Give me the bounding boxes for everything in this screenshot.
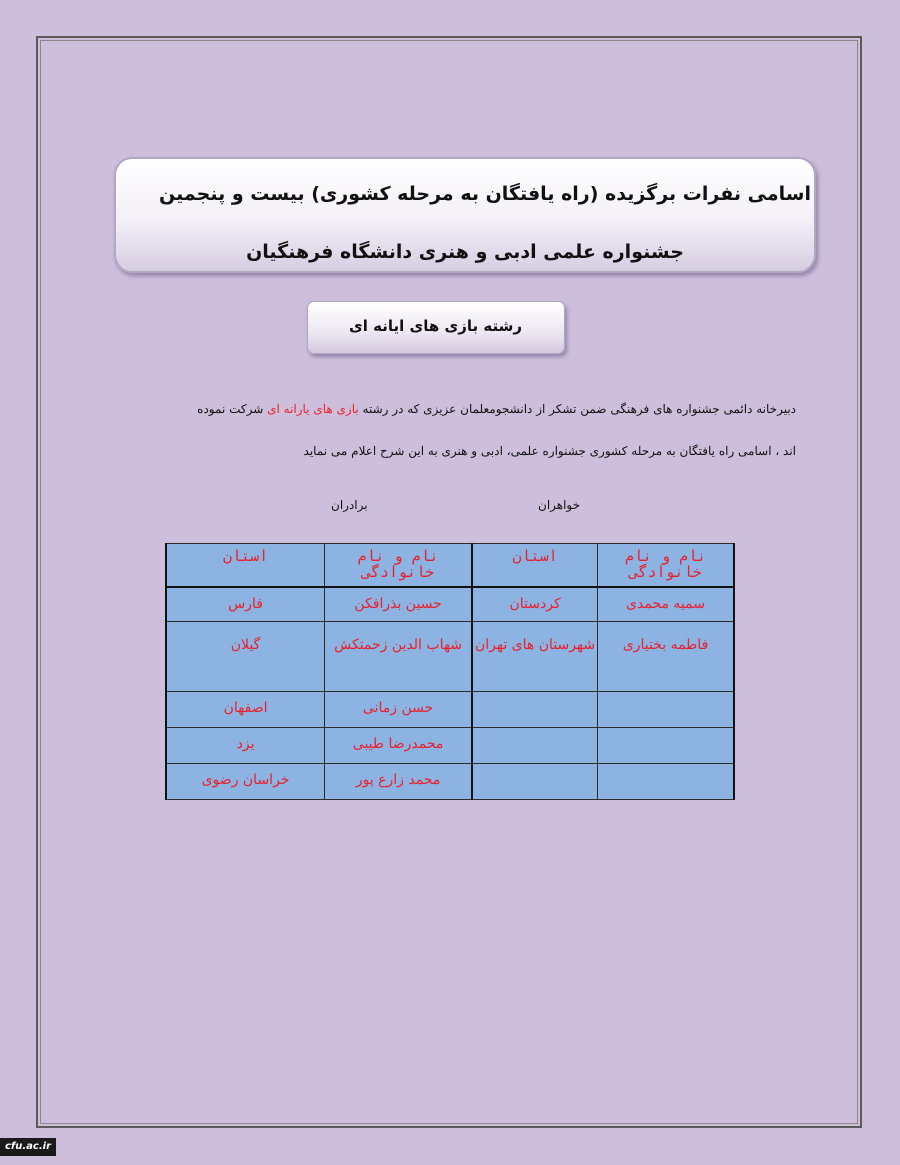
intro-paragraph-line-2: اند ، اسامی راه یافتگان به مرحله کشوری جشنواره علمی، ادبی و هنری به این شرح اعلام می نماید — [303, 444, 796, 458]
brother-name-cell: حسن زمانی — [325, 691, 473, 727]
intro-text-after: شرکت نموده — [197, 402, 268, 416]
header-brother-name: نام و نام خانوادگی — [325, 544, 473, 588]
sister-province-cell: شهرستان های تهران — [472, 621, 597, 691]
table-row — [166, 763, 734, 799]
brother-province-cell: فارس — [166, 587, 325, 621]
brother-province-cell: گیلان — [166, 621, 325, 691]
subtitle-box — [307, 301, 565, 354]
sister-province-cell — [472, 727, 597, 763]
brother-name-cell: شهاب الدین زحمتکش — [325, 621, 473, 691]
sister-name-cell — [598, 727, 734, 763]
sister-name-cell: فاطمه بختیاری — [598, 621, 734, 691]
intro-highlight: بازی های یارانه ای — [267, 402, 359, 416]
brother-province-cell: یزد — [166, 727, 325, 763]
table-header-row — [166, 544, 734, 588]
sisters-label: خواهران — [538, 498, 581, 512]
header-brother-province: استان — [166, 544, 325, 588]
subtitle: رشته بازی های ایانه ای — [349, 317, 522, 335]
sister-province-cell: کردستان — [472, 587, 597, 621]
brother-province-cell: خراسان رضوی — [166, 763, 325, 799]
sister-name-cell: سمیه محمدی — [598, 587, 734, 621]
brother-province-cell: اصفهان — [166, 691, 325, 727]
sister-province-cell — [472, 763, 597, 799]
brother-name-cell: حسین بذرافکن — [325, 587, 473, 621]
table-row — [166, 691, 734, 727]
brothers-label: برادران — [331, 498, 368, 512]
intro-paragraph-line-1 — [108, 402, 796, 416]
intro-text-before: دبیرخانه دائمی جشنواره های فرهنگی ضمن تشکر از دانشجومعلمان عزیزی که در رشته — [358, 402, 796, 416]
title-box — [114, 157, 816, 273]
sister-name-cell — [598, 763, 734, 799]
title-line-2: جشنواره علمی ادبی و هنری دانشگاه فرهنگیان — [246, 241, 684, 263]
title-line-1: اسامی نفرات برگزیده (راه یافتگان به مرحله کشوری) بیست و پنجمین — [159, 183, 811, 205]
header-sister-province: استان — [472, 544, 597, 588]
table-row — [166, 587, 734, 621]
header-sister-name: نام و نام خانوادگی — [598, 544, 734, 588]
brother-name-cell: محمدرضا طیبی — [325, 727, 473, 763]
winners-table — [165, 543, 735, 800]
sister-province-cell — [472, 691, 597, 727]
table-row — [166, 621, 734, 691]
table-row — [166, 727, 734, 763]
sister-name-cell — [598, 691, 734, 727]
site-logo[interactable]: cfu.ac.ir — [0, 1138, 56, 1156]
brother-name-cell: محمد زارع پور — [325, 763, 473, 799]
